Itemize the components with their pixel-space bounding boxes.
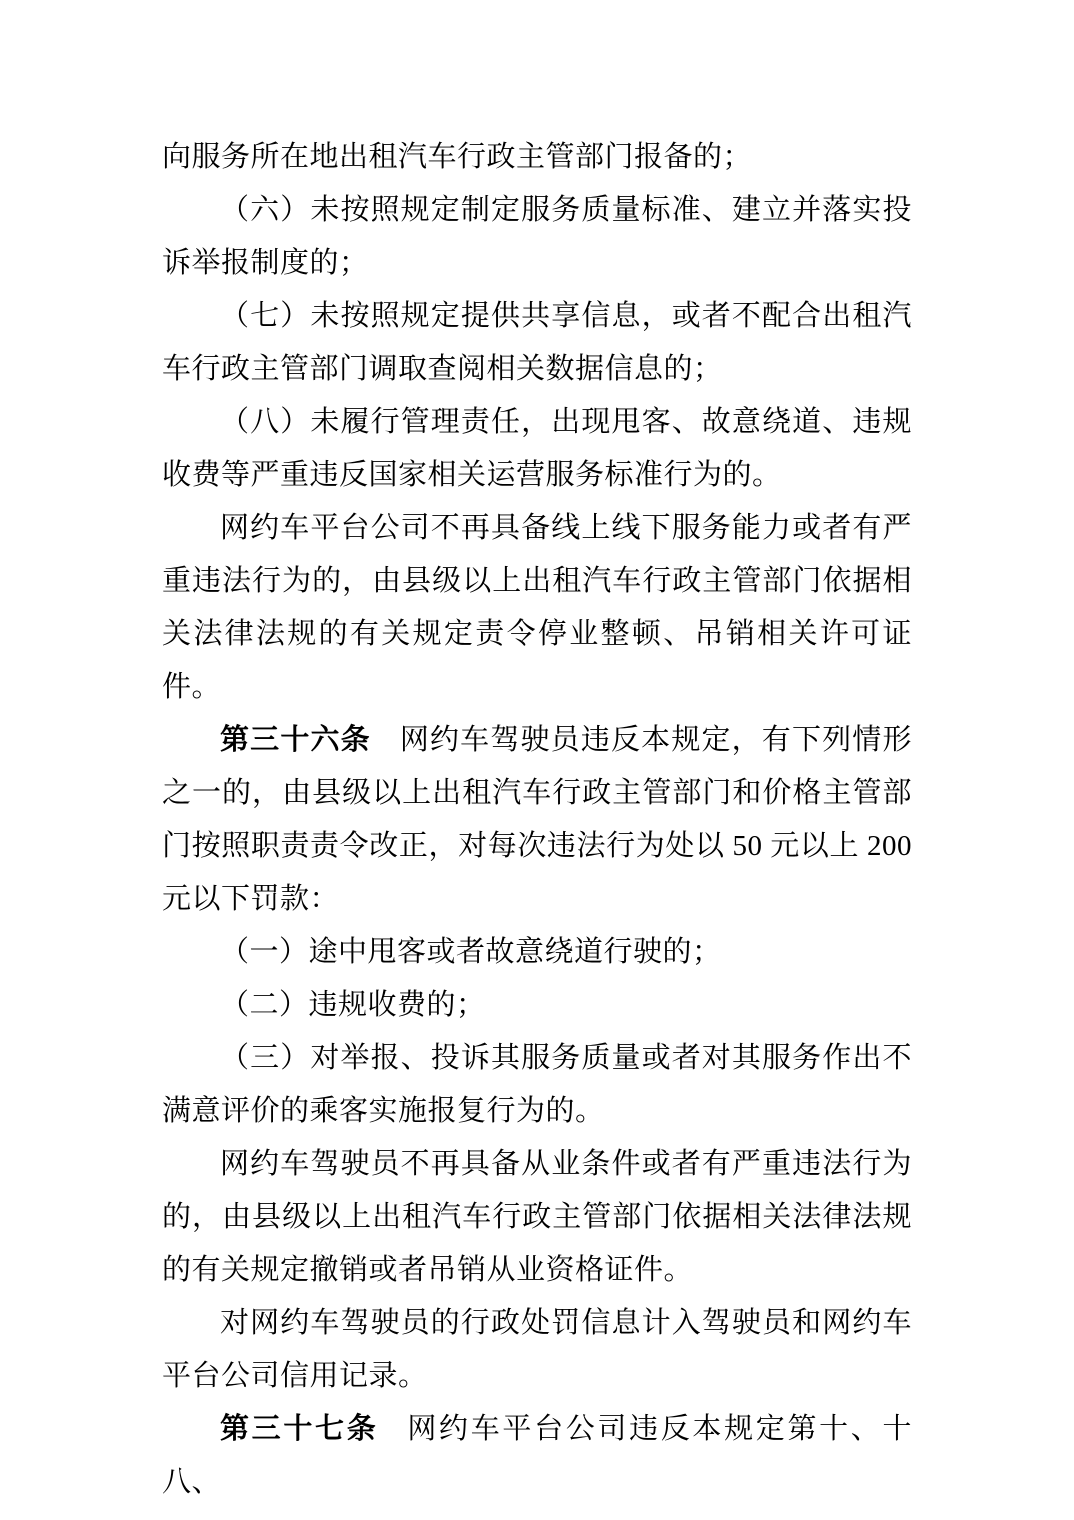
paragraph-text: 对网约车驾驶员的行政处罚信息计入驾驶员和网约车平台公司信用记录。 (162, 1307, 912, 1392)
paragraph (162, 396, 912, 502)
paragraph (162, 290, 912, 396)
paragraph (162, 502, 912, 714)
paragraph (162, 1297, 912, 1403)
paragraph (162, 131, 912, 184)
paragraph-text: （七）未按照规定提供共享信息，或者不配合出租汽车行政主管部门调取查阅相关数据信息的； (162, 300, 912, 385)
article-number: 第三十七条 (220, 1413, 379, 1445)
article-number: 第三十六条 (220, 724, 371, 756)
paragraph-text: （二）违规收费的； (220, 989, 486, 1021)
paragraph-text: 网约车驾驶员违反本规定，有下列情形之一的，由县级以上出租汽车行政主管部门和价格主管部门按照职责责令改正，对每次违法行为处以 50 元以上 200 元以下罚款： (162, 724, 912, 915)
paragraph (162, 1032, 912, 1138)
paragraph-text: 网约车平台公司不再具备线上线下服务能力或者有严重违法行为的，由县级以上出租汽车行政主管部门依据相关法律法规的有关规定责令停业整顿、吊销相关许可证件。 (162, 512, 912, 703)
paragraph-text: 网约车平台公司违反本规定第十、十八、 (162, 1413, 912, 1498)
paragraph-text: 网约车驾驶员不再具备从业条件或者有严重违法行为的，由县级以上出租汽车行政主管部门依据相关法律法规的有关规定撤销或者吊销从业资格证件。 (162, 1148, 912, 1286)
paragraph (162, 926, 912, 979)
document-body (162, 131, 912, 1509)
article-paragraph (162, 714, 912, 926)
paragraph (162, 184, 912, 290)
paragraph-text: （三）对举报、投诉其服务质量或者对其服务作出不满意评价的乘客实施报复行为的。 (162, 1042, 912, 1127)
paragraph (162, 979, 912, 1032)
paragraph (162, 1138, 912, 1297)
paragraph-text: 向服务所在地出租汽车行政主管部门报备的； (162, 141, 753, 173)
article-paragraph (162, 1403, 912, 1509)
paragraph-text: （一）途中甩客或者故意绕道行驶的； (220, 936, 722, 968)
paragraph-text: （八）未履行管理责任，出现甩客、故意绕道、违规收费等严重违反国家相关运营服务标准行为的。 (162, 406, 912, 491)
paragraph-text: （六）未按照规定制定服务质量标准、建立并落实投诉举报制度的； (162, 194, 912, 279)
